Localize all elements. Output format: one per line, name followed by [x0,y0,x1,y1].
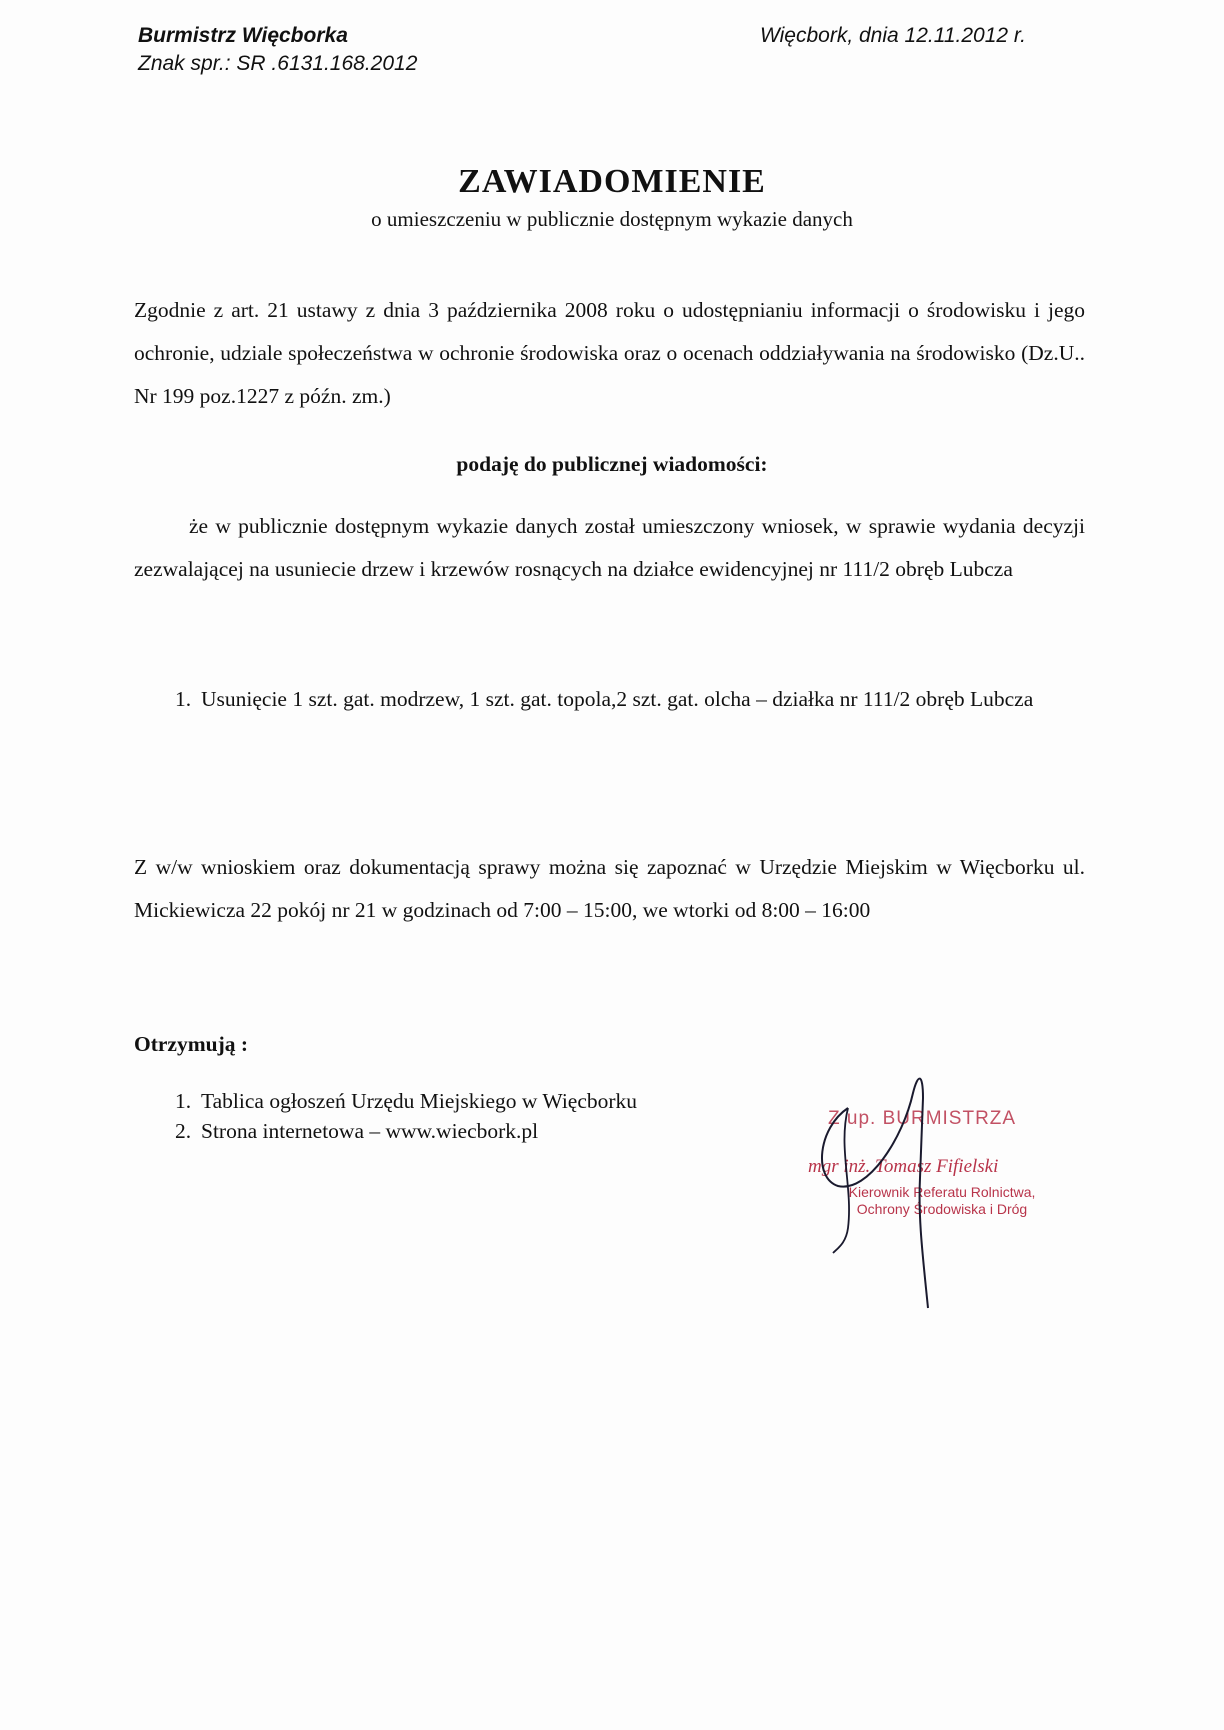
sender-block [138,22,417,78]
handwritten-signature [808,1068,998,1318]
list-item-text: Usunięcie 1 szt. gat. modrzew, 1 szt. gat. topola,2 szt. gat. olcha – działka nr 111/2 obręb Lubcza [201,687,1034,711]
recipient-number: 2. [175,1119,192,1143]
recipient-text: Tablica ogłoszeń Urzędu Miejskiego w Więcborku [201,1089,638,1113]
announcement-heading: podaję do publicznej wiadomości: [456,452,768,476]
case-reference: Znak spr.: SR .6131.168.2012 [138,52,418,75]
document-title: ZAWIADOMIENIE [458,163,766,200]
recipient-item [175,1086,637,1116]
stamp-position-line2: Ochrony Środowiska i Dróg [856,1201,1028,1217]
document-subtitle: o umieszczeniu w publicznie dostępnym wykazie danych [371,207,853,231]
recipients-list [175,1086,637,1146]
stamp-name: mgr inż. Tomasz Fifielski [808,1156,999,1177]
recipient-text: Strona internetowa – www.wiecbork.pl [201,1119,539,1143]
list-item-number: 1. [175,687,192,711]
sender-organization: Burmistrz Więcborka [138,24,348,47]
stamp-authority-line: Z up. BURMISTRZA [828,1108,1017,1129]
signature-stroke [833,1108,849,1253]
list-item [175,678,1085,721]
recipient-item [175,1116,637,1146]
recipients-heading: Otrzymują : [134,1032,249,1056]
announcement-paragraph: że w publicznie dostępnym wykazie danych został umieszczony wniosek, w sprawie wydania decyzji zezwalającej na usuniecie drzew i krzewów rosnących na działce ewidencyjnej nr 111/2 obręb Lubcza [134,514,1085,581]
legal-basis-paragraph: Zgodnie z art. 21 ustawy z dnia 3 października 2008 roku o udostępnianiu informacji o środowisku i jego ochronie, udziale społeczeństwa w ochronie środowiska oraz o ocenach oddziaływania na środowisko (Dz.U.. Nr 199 poz.1227 z późn. zm.) [134,298,1085,408]
recipient-number: 1. [175,1089,192,1113]
place-and-date: Więcbork, dnia 12.11.2012 r. [760,24,1026,47]
office-hours-paragraph: Z w/w wnioskiem oraz dokumentacją sprawy można się zapoznać w Urzędzie Miejskim w Więcborku ul. Mickiewicza 22 pokój nr 21 w godzinach od 7:00 – 15:00, we wtorki od 8:00 – 16:00 [134,855,1085,922]
signature-stroke [822,1079,928,1308]
stamp-position-line1: Kierownik Referatu Rolnictwa, [848,1184,1036,1200]
